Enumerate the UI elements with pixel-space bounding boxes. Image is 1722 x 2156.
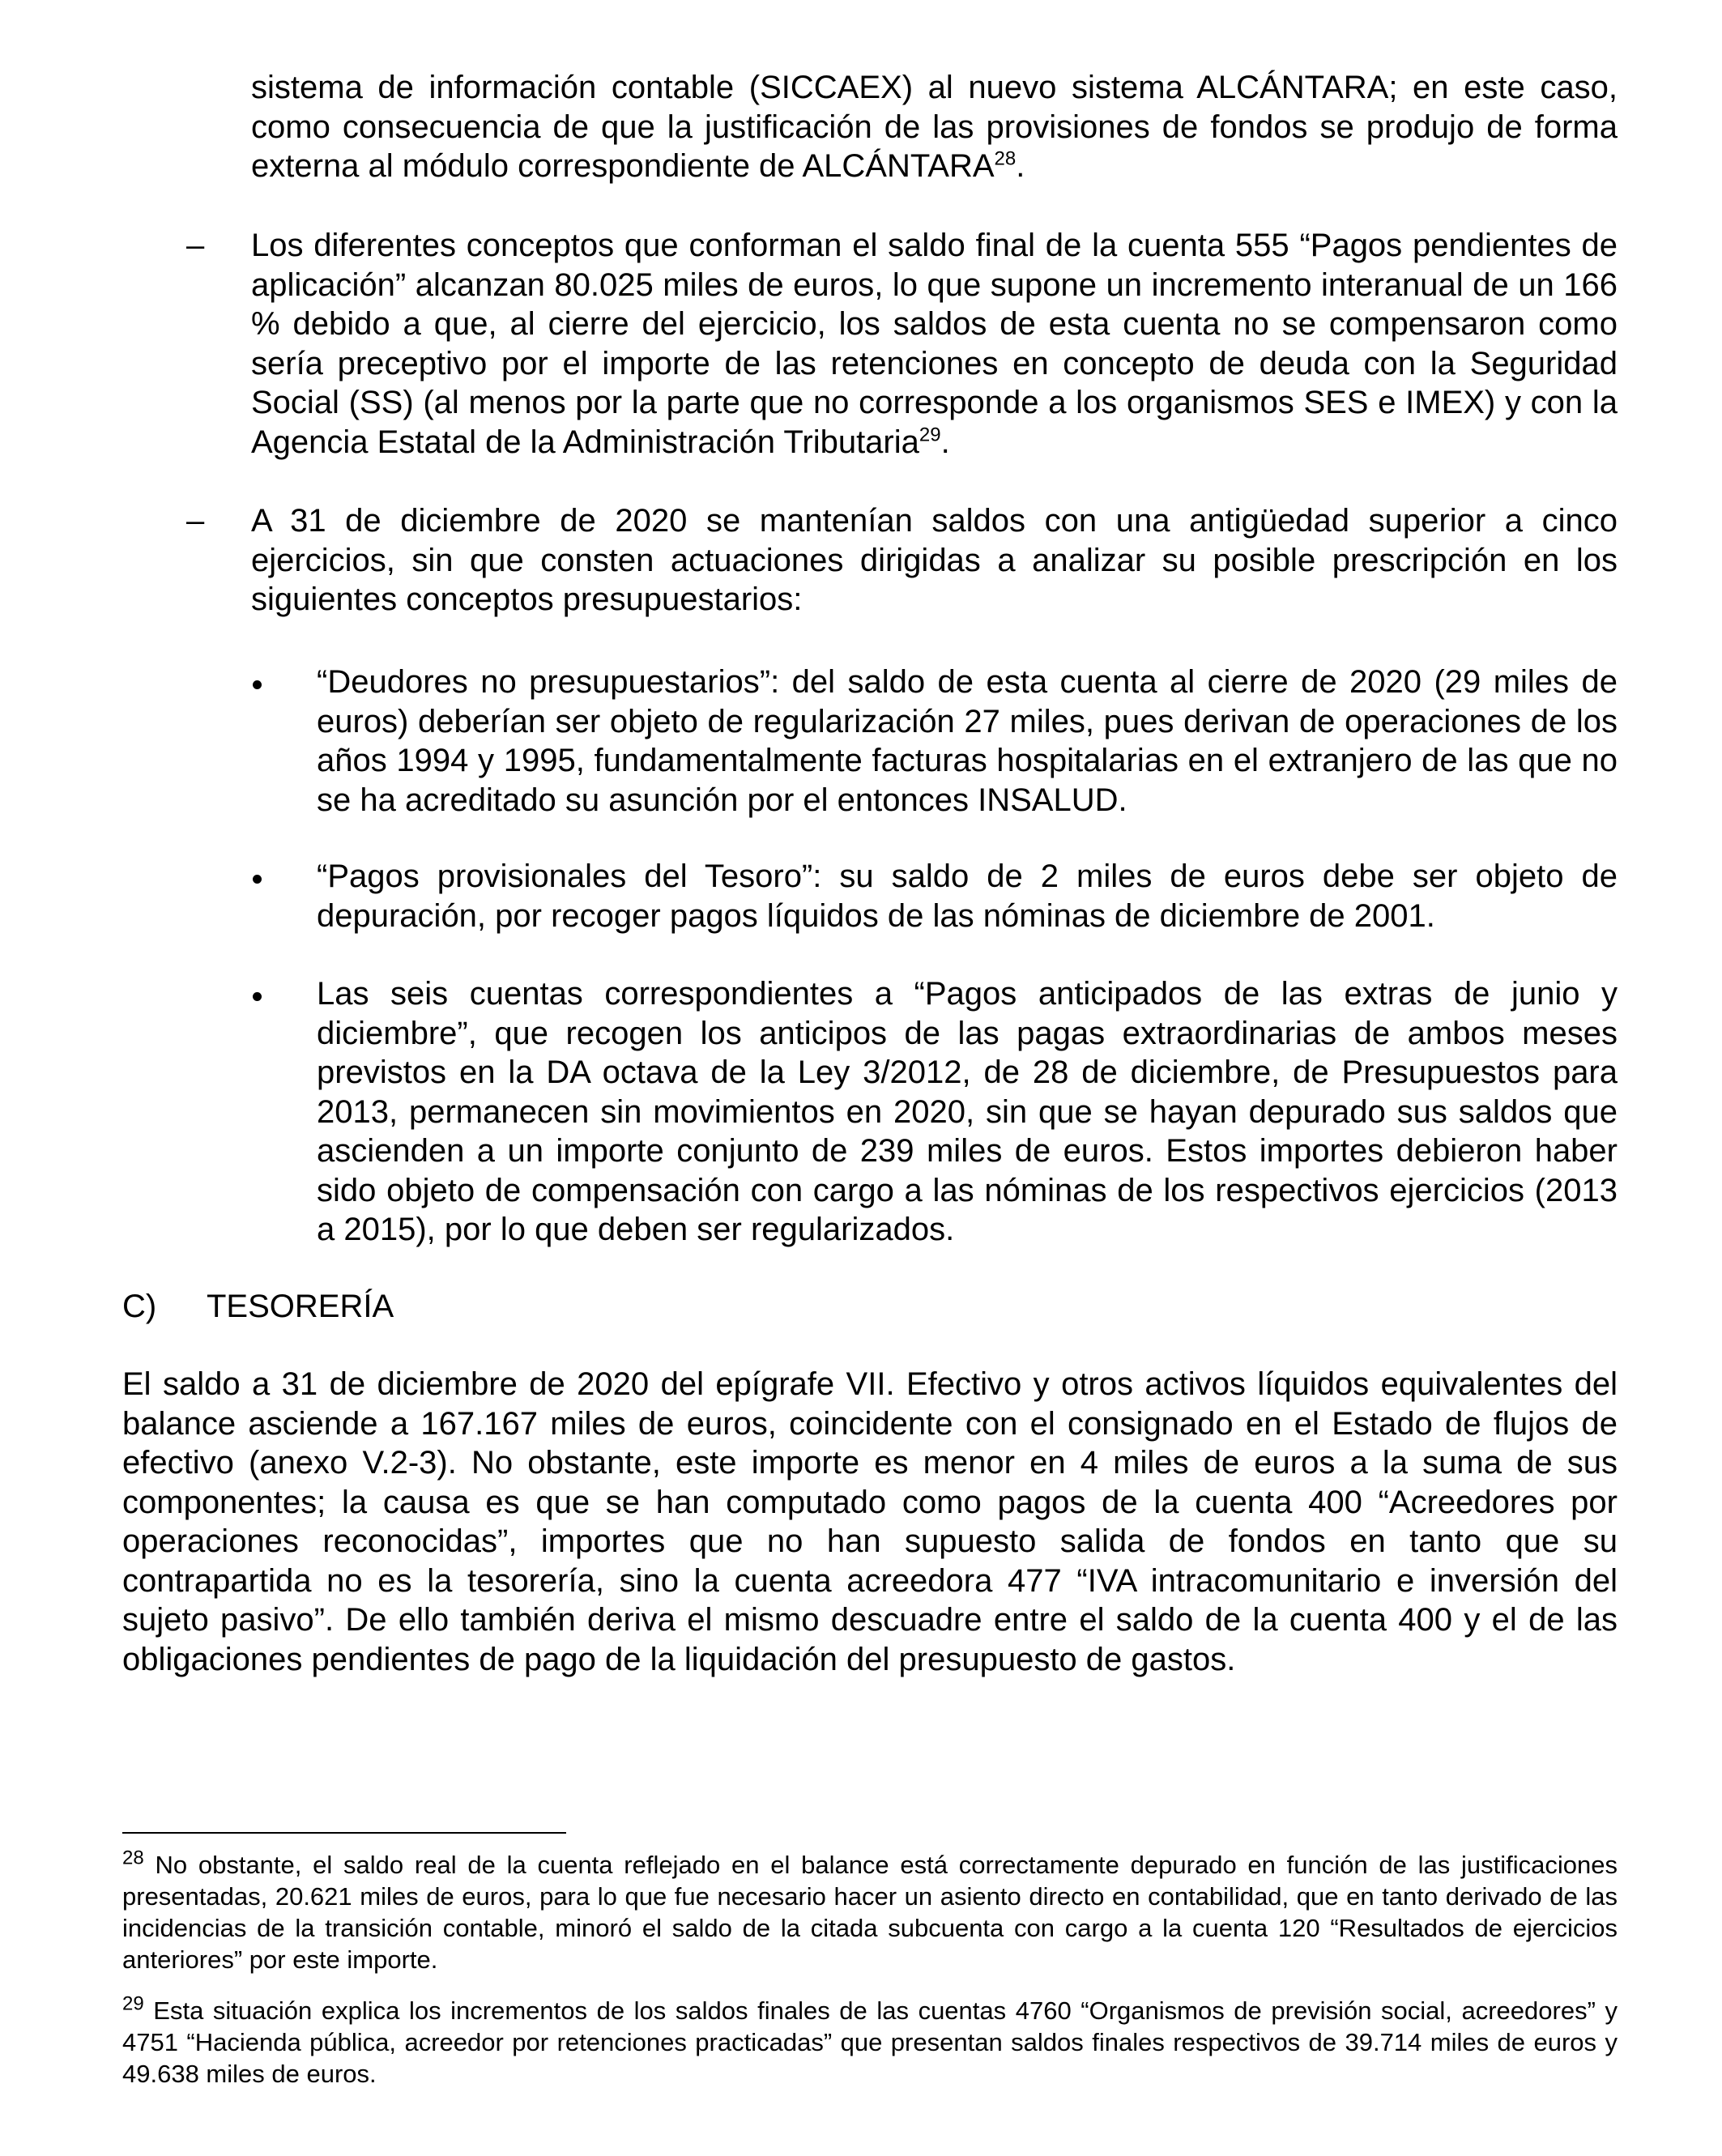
footnote-29: [122, 1992, 1618, 2090]
bullet-icon: [253, 875, 262, 884]
dash-item-antiguedad: A 31 de diciembre de 2020 se mantenían saldos con una antigüedad superior a cinco ejercicios, sin que consten actuaciones dirigidas a analizar su posible prescripción en los siguientes conceptos presupuestarios:: [251, 503, 1618, 617]
dash-marker: –: [186, 503, 205, 539]
footnote-text: No obstante, el saldo real de la cuenta reflejado en el balance está correctamente depurado en función de las justificaciones presentadas, 20.621 miles de euros, para lo que fue necesario hacer un asiento directo en contabilidad, que en tanto derivado de las incidencias de la transición contable, minoró el saldo de la citada subcuenta con cargo a la cuenta 120 “Resultados de ejercicios anteriores” por este importe.: [122, 1851, 1618, 1974]
tesoreria-paragraph: El saldo a 31 de diciembre de 2020 del epígrafe VII. Efectivo y otros activos líquidos equivalentes del balance asciende a 167.167 miles de euros, coincidente con el consignado en el Estado de flujos de efectivo (anexo V.2-3). No obstante, este importe es menor en 4 miles de euros a la suma de sus componentes; la causa es que se han computado como pagos de la cuenta 400 “Acreedores por operaciones reconocidas”, importes que no han supuesto salida de fondos en tanto que su contrapartida no es la tesorería, sino la cuenta acreedora 477 “IVA intracomunitario e inversión del sujeto pasivo”. De ello también deriva el mismo descuadre entre el saldo de la cuenta 400 y el de las obligaciones pendientes de pago de la liquidación del presupuesto de gastos.: [122, 1366, 1618, 1677]
footnote-number: 29: [122, 1992, 144, 2015]
footnote-ref-29[interactable]: 29: [919, 424, 941, 446]
dash-item-text: Los diferentes conceptos que conforman el saldo final de la cuenta 555 “Pagos pendientes de aplicación” alcanzan 80.025 miles de euros, lo que supone un incremento interanual de un 166 % debido a que, al cierre del ejercicio, los saldos de esta cuenta no se compensaron como sería preceptivo por el importe de las retenciones en concepto de deuda con la Seguridad Social (SS) (al menos por la parte que no corresponde a los organismos SES e IMEX) y con la Agencia Estatal de la Administración Tributaria: [251, 228, 1618, 460]
footnote-separator: [122, 1832, 566, 1834]
paragraph-continuation: sistema de información contable (SICCAEX) al nuevo sistema ALCÁNTARA; en este caso, como consecuencia de que la justificación de las provisiones de fondos se produjo de forma externa al módulo correspondiente de ALCÁNTARA$^{28}$.: [251, 70, 1618, 184]
footnote-28: [122, 1849, 1618, 1975]
paragraph-text: sistema de información contable (SICCAEX) al nuevo sistema ALCÁNTARA; en este caso, como consecuencia de que la justificación de las provisiones de fondos se produjo de forma externa al módulo correspondiente de ALCÁNTARA: [251, 70, 1618, 184]
bullet-icon: [253, 992, 262, 1001]
bullet-item: “Pagos provisionales del Tesoro”: su saldo de 2 miles de euros debe ser objeto de depuración, por recoger pagos líquidos de las nóminas de diciembre de 2001.: [317, 859, 1618, 934]
section-letter: C): [122, 1289, 157, 1324]
bullet-item: “Deudores no presupuestarios”: del saldo de esta cuenta al cierre de 2020 (29 miles de euros) deberían ser objeto de regularización 27 miles, pues derivan de operaciones de los años 1994 y 1995, fundamentalmente facturas hospitalarias en el extranjero de las que no se ha acreditado su asunción por el entonces INSALUD.: [317, 664, 1618, 818]
dash-marker: –: [186, 228, 205, 263]
footnote-ref-28[interactable]: 28: [994, 147, 1017, 170]
section-heading: TESORERÍA: [207, 1289, 394, 1324]
footnote-number: 28: [122, 1847, 144, 1869]
bullet-item: Las seis cuentas correspondientes a “Pagos anticipados de las extras de junio y diciembre”, que recogen los anticipos de las pagas extraordinarias de ambos meses previstos en la DA octava de la Ley 3/2012, de 28 de diciembre, de Presupuestos para 2013, permanecen sin movimientos en 2020, sin que se hayan depurado sus saldos que ascienden a un importe conjunto de 239 miles de euros. Estos importes debieron haber sido objeto de compensación con cargo a las nóminas de los respectivos ejercicios (2013 a 2015), por lo que deben ser regularizados.: [317, 976, 1618, 1247]
dash-item-cuenta-555: Los diferentes conceptos que conforman el saldo final de la cuenta 555 “Pagos pendientes de aplicación” alcanzan 80.025 miles de euros, lo que supone un incremento interanual de un 166 % debido a que, al cierre del ejercicio, los saldos de esta cuenta no se compensaron como sería preceptivo por el importe de las retenciones en concepto de deuda con la Seguridad Social (SS) (al menos por la parte que no corresponde a los organismos SES e IMEX) y con la Agencia Estatal de la Administración Tributaria$^{29}$.: [251, 228, 1618, 460]
bullet-icon: [253, 680, 262, 689]
footnote-text: Esta situación explica los incrementos de los saldos finales de las cuentas 4760 “Organismos de previsión social, acreedores” y 4751 “Hacienda pública, acreedor por retenciones practicadas” que presentan saldos finales respectivos de 39.714 miles de euros y 49.638 miles de euros.: [122, 1996, 1618, 2088]
